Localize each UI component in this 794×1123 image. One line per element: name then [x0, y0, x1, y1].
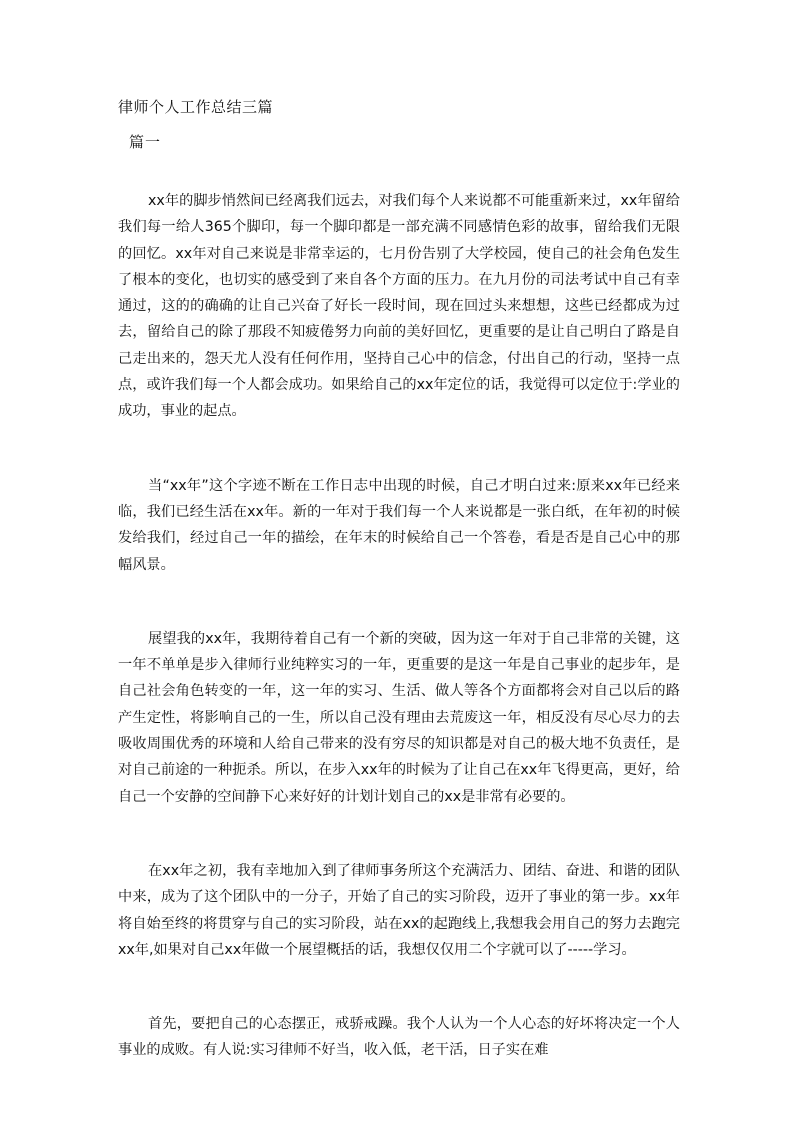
paragraph-4: 在xx年之初，我有幸地加入到了律师事务所这个充满活力、团结、奋进、和谐的团队中来，成为了这个团队中的一分子，开始了自己的实习阶段，迈开了事业的第一步。xx年将自始至终的将贯穿与自己的实习阶段，站在xx的起跑线上,我想我会用自己的努力去跑完xx年,如果对自己xx年做一个展望概括的话，我想仅仅用二个字就可以了-----学习。 [118, 862, 680, 958]
paragraph-2: 当“xx年”这个字迹不断在工作日志中出现的时候，自己才明白过来:原来xx年已经来临，我们已经生活在xx年。新的一年对于我们每一个人来说都是一张白纸，在年初的时候发给我们，经过自己一年的描绘，在年末的时候给自己一个答卷，看是否是自己心中的那幅风景。 [118, 477, 680, 573]
paragraph-5: 首先，要把自己的心态摆正，戒骄戒躁。我个人认为一个人心态的好坏将决定一个人事业的成败。有人说:实习律师不好当，收入低，老干活，日子实在难 [118, 1016, 680, 1059]
document-body [118, 188, 680, 1064]
paragraph-3: 展望我的xx年，我期待着自己有一个新的突破，因为这一年对于自己非常的关键，这一年不单单是步入律师行业纯粹实习的一年，更重要的是这一年是自己事业的起步年，是自己社会角色转变的一年，这一年的实习、生活、做人等各个方面都将会对自己以后的路产生定性，将影响自己的一生，所以自己没有理由去荒废这一年，相反没有尽心尽力的去吸收周围优秀的环境和人给自己带来的没有穷尽的知识都是对自己的极大地不负责任，是对自己前途的一种扼杀。所以，在步入xx年的时候为了让自己在xx年飞得更高，更好，给自己一个安静的空间静下心来好好的计划计划自己的xx是非常有必要的。 [118, 630, 680, 805]
section-heading: 篇一 [129, 133, 162, 151]
document-title: 律师个人工作总结三篇 [118, 98, 274, 116]
paragraph-1: xx年的脚步悄然间已经离我们远去，对我们每个人来说都不可能重新来过，xx年留给我们每一给人365个脚印，每一个脚印都是一部充满不同感情色彩的故事，留给我们无限的回忆。xx年对自己来说是非常幸运的，七月份告别了大学校园，使自己的社会角色发生了根本的变化，也切实的感受到了来自各个方面的压力。在九月份的司法考试中自己有幸通过，这的的确确的让自己兴奋了好长一段时间，现在回过头来想想，这些已经都成为过去，留给自己的除了那段不知疲倦努力向前的美好回忆，更重要的是让自己明白了路是自己走出来的，怨天尤人没有任何作用，坚持自己心中的信念，付出自己的行动，坚持一点点，或许我们每一个人都会成功。如果给自己的xx年定位的话，我觉得可以定位于:学业的成功，事业的起点。 [118, 193, 680, 420]
